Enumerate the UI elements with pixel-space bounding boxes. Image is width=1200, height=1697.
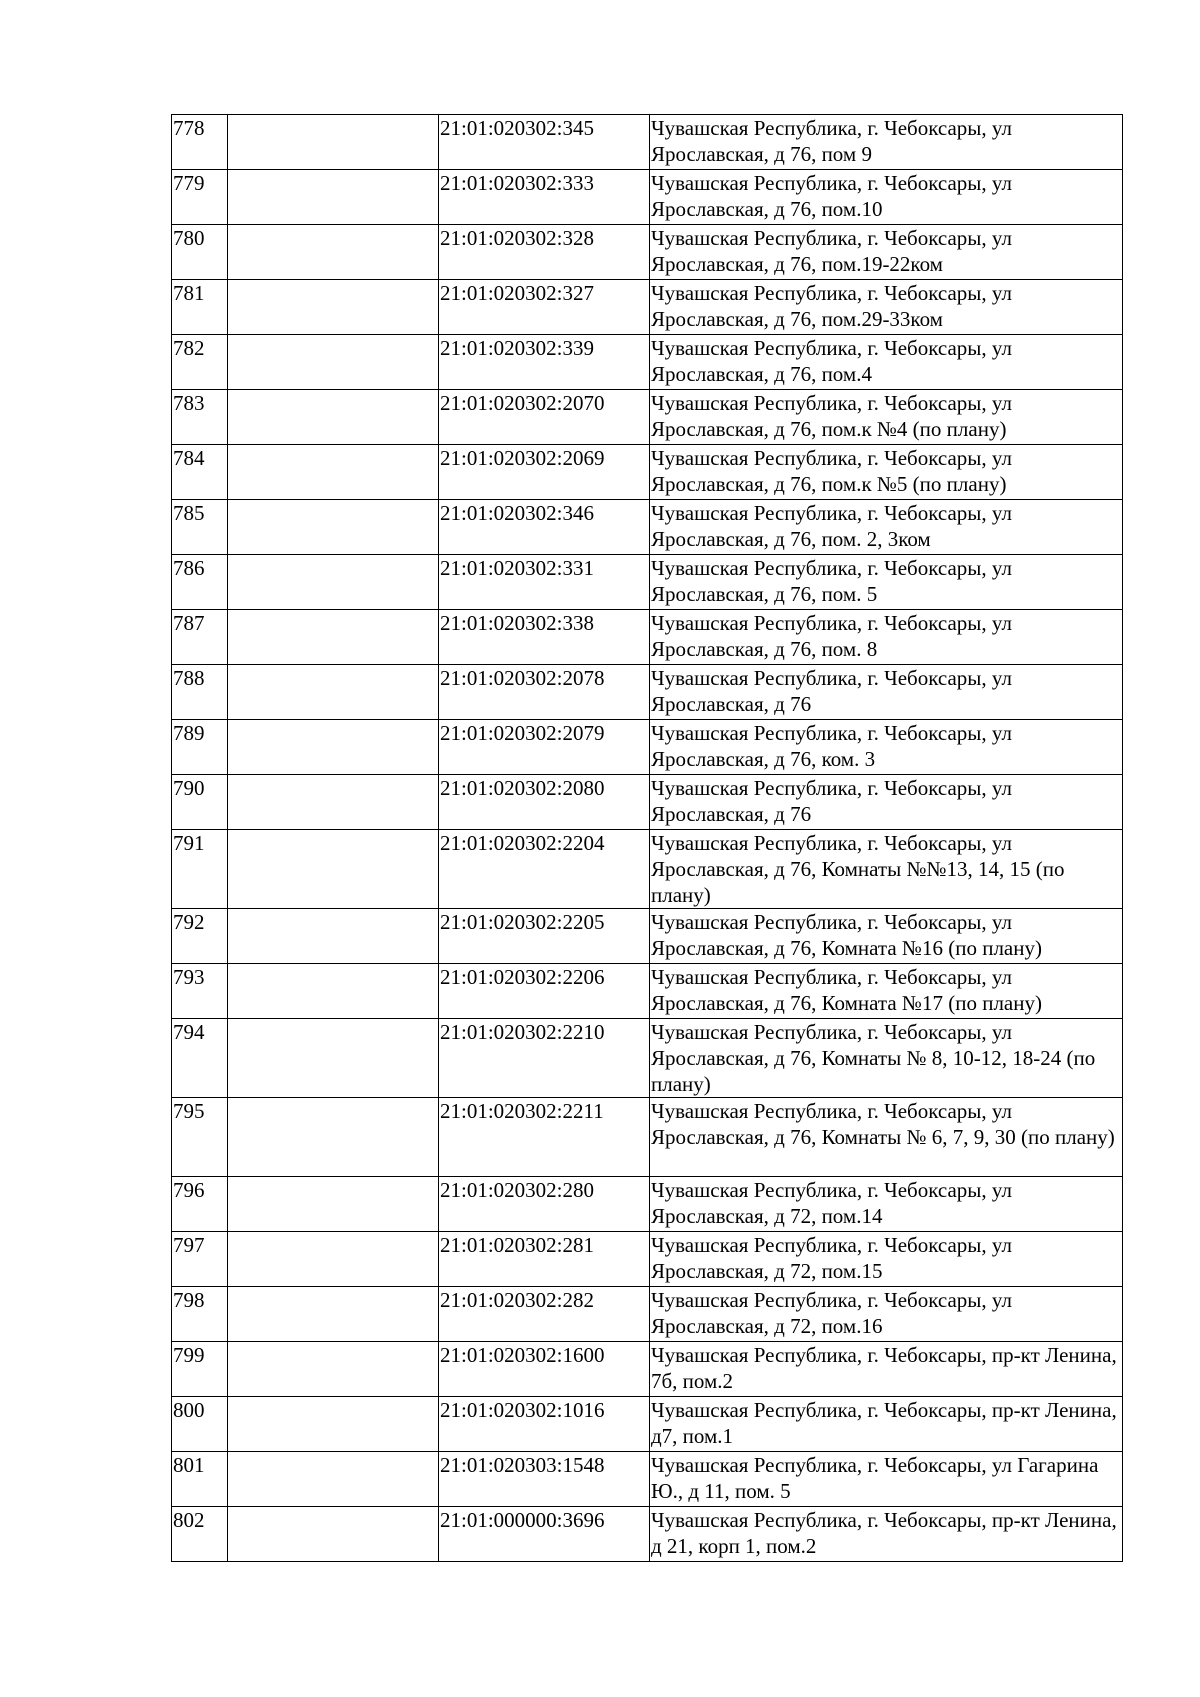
row-number-cell: 789 [172, 720, 228, 775]
address-cell: Чувашская Республика, г. Чебоксары, ул Ярославская, д 76 [650, 775, 1123, 830]
cadastral-number-cell: 21:01:020302:333 [439, 170, 650, 225]
address-cell: Чувашская Республика, г. Чебоксары, ул Ярославская, д 76 [650, 665, 1123, 720]
table-row [172, 1098, 1123, 1177]
cadastral-number-cell: 21:01:020302:2080 [439, 775, 650, 830]
row-number-cell: 782 [172, 335, 228, 390]
row-number-cell: 796 [172, 1177, 228, 1232]
address-cell: Чувашская Республика, г. Чебоксары, ул Ярославская, д 76, Комната №16 (по плану) [650, 909, 1123, 964]
owner-cell [228, 775, 439, 830]
address-cell: Чувашская Республика, г. Чебоксары, ул Ярославская, д 76, пом.29-33ком [650, 280, 1123, 335]
table-row [172, 775, 1123, 830]
cadastral-number-cell: 21:01:020302:346 [439, 500, 650, 555]
cadastral-number-cell: 21:01:020303:1548 [439, 1452, 650, 1507]
address-cell: Чувашская Республика, г. Чебоксары, ул Ярославская, д 76, пом. 8 [650, 610, 1123, 665]
row-number-cell: 794 [172, 1019, 228, 1098]
row-number-cell: 788 [172, 665, 228, 720]
table-row [172, 909, 1123, 964]
cadastral-number-cell: 21:01:020302:2211 [439, 1098, 650, 1177]
address-cell: Чувашская Республика, г. Чебоксары, ул Ярославская, д 72, пом.15 [650, 1232, 1123, 1287]
row-number-cell: 798 [172, 1287, 228, 1342]
owner-cell [228, 1098, 439, 1177]
owner-cell [228, 1232, 439, 1287]
owner-cell [228, 225, 439, 280]
address-cell: Чувашская Республика, г. Чебоксары, ул Ярославская, д 76, пом.к №5 (по плану) [650, 445, 1123, 500]
cadastral-number-cell: 21:01:020302:1600 [439, 1342, 650, 1397]
owner-cell [228, 115, 439, 170]
address-cell: Чувашская Республика, г. Чебоксары, пр-кт Ленина, д7, пом.1 [650, 1397, 1123, 1452]
address-cell: Чувашская Республика, г. Чебоксары, ул Ярославская, д 76, пом 9 [650, 115, 1123, 170]
row-number-cell: 802 [172, 1507, 228, 1562]
address-cell: Чувашская Республика, г. Чебоксары, ул Ярославская, д 76, ком. 3 [650, 720, 1123, 775]
cadastral-number-cell: 21:01:020302:2210 [439, 1019, 650, 1098]
owner-cell [228, 445, 439, 500]
table-row [172, 445, 1123, 500]
cadastral-number-cell: 21:01:020302:2204 [439, 830, 650, 909]
address-cell: Чувашская Республика, г. Чебоксары, пр-кт Ленина, 7б, пом.2 [650, 1342, 1123, 1397]
cadastral-number-cell: 21:01:020302:2206 [439, 964, 650, 1019]
cadastral-number-cell: 21:01:020302:345 [439, 115, 650, 170]
row-number-cell: 790 [172, 775, 228, 830]
cadastral-number-cell: 21:01:020302:2069 [439, 445, 650, 500]
owner-cell [228, 170, 439, 225]
owner-cell [228, 830, 439, 909]
address-cell: Чувашская Республика, г. Чебоксары, ул Ярославская, д 76, пом. 2, 3ком [650, 500, 1123, 555]
cadastral-number-cell: 21:01:020302:338 [439, 610, 650, 665]
address-cell: Чувашская Республика, г. Чебоксары, ул Ярославская, д 76, пом.19-22ком [650, 225, 1123, 280]
table-row [172, 720, 1123, 775]
owner-cell [228, 1397, 439, 1452]
table-row [172, 1232, 1123, 1287]
row-number-cell: 779 [172, 170, 228, 225]
owner-cell [228, 610, 439, 665]
table-row [172, 225, 1123, 280]
address-cell: Чувашская Республика, г. Чебоксары, ул Ярославская, д 76, пом.4 [650, 335, 1123, 390]
owner-cell [228, 1177, 439, 1232]
owner-cell [228, 500, 439, 555]
cadastral-number-cell: 21:01:020302:2079 [439, 720, 650, 775]
owner-cell [228, 909, 439, 964]
cadastral-number-cell: 21:01:000000:3696 [439, 1507, 650, 1562]
table-row [172, 115, 1123, 170]
row-number-cell: 785 [172, 500, 228, 555]
table-row [172, 1177, 1123, 1232]
row-number-cell: 801 [172, 1452, 228, 1507]
row-number-cell: 787 [172, 610, 228, 665]
owner-cell [228, 1452, 439, 1507]
owner-cell [228, 555, 439, 610]
row-number-cell: 800 [172, 1397, 228, 1452]
table-row [172, 830, 1123, 909]
address-cell: Чувашская Республика, г. Чебоксары, ул Гагарина Ю., д 11, пом. 5 [650, 1452, 1123, 1507]
address-cell: Чувашская Республика, г. Чебоксары, ул Ярославская, д 76, Комнаты № 8, 10-12, 18-24 (по плану) [650, 1019, 1123, 1098]
table-row [172, 500, 1123, 555]
table-body [172, 115, 1123, 1562]
address-cell: Чувашская Республика, г. Чебоксары, пр-кт Ленина, д 21, корп 1, пом.2 [650, 1507, 1123, 1562]
table-row [172, 964, 1123, 1019]
address-cell: Чувашская Республика, г. Чебоксары, ул Ярославская, д 76, пом.10 [650, 170, 1123, 225]
cadastral-number-cell: 21:01:020302:339 [439, 335, 650, 390]
cadastral-number-cell: 21:01:020302:2205 [439, 909, 650, 964]
owner-cell [228, 1507, 439, 1562]
cadastral-number-cell: 21:01:020302:327 [439, 280, 650, 335]
table-row [172, 1019, 1123, 1098]
address-cell: Чувашская Республика, г. Чебоксары, ул Ярославская, д 72, пом.16 [650, 1287, 1123, 1342]
table-row [172, 280, 1123, 335]
row-number-cell: 784 [172, 445, 228, 500]
table-row [172, 1452, 1123, 1507]
row-number-cell: 793 [172, 964, 228, 1019]
address-cell: Чувашская Республика, г. Чебоксары, ул Ярославская, д 76, пом. 5 [650, 555, 1123, 610]
owner-cell [228, 964, 439, 1019]
address-cell: Чувашская Республика, г. Чебоксары, ул Ярославская, д 72, пом.14 [650, 1177, 1123, 1232]
row-number-cell: 780 [172, 225, 228, 280]
cadastral-number-cell: 21:01:020302:281 [439, 1232, 650, 1287]
table-row [172, 1342, 1123, 1397]
cadastral-number-cell: 21:01:020302:331 [439, 555, 650, 610]
owner-cell [228, 390, 439, 445]
row-number-cell: 781 [172, 280, 228, 335]
row-number-cell: 778 [172, 115, 228, 170]
owner-cell [228, 720, 439, 775]
table-row [172, 555, 1123, 610]
table-row [172, 1507, 1123, 1562]
row-number-cell: 795 [172, 1098, 228, 1177]
cadastral-number-cell: 21:01:020302:280 [439, 1177, 650, 1232]
table-row [172, 610, 1123, 665]
cadastral-number-cell: 21:01:020302:328 [439, 225, 650, 280]
table-row [172, 170, 1123, 225]
cadastral-number-cell: 21:01:020302:282 [439, 1287, 650, 1342]
address-cell: Чувашская Республика, г. Чебоксары, ул Ярославская, д 76, Комнаты № 6, 7, 9, 30 (по плану) [650, 1098, 1123, 1177]
table-row [172, 335, 1123, 390]
table-row [172, 665, 1123, 720]
owner-cell [228, 1019, 439, 1098]
owner-cell [228, 1342, 439, 1397]
row-number-cell: 791 [172, 830, 228, 909]
row-number-cell: 783 [172, 390, 228, 445]
address-cell: Чувашская Республика, г. Чебоксары, ул Ярославская, д 76, пом.к №4 (по плану) [650, 390, 1123, 445]
table-row [172, 1287, 1123, 1342]
owner-cell [228, 335, 439, 390]
row-number-cell: 799 [172, 1342, 228, 1397]
cadastral-number-cell: 21:01:020302:2078 [439, 665, 650, 720]
owner-cell [228, 1287, 439, 1342]
row-number-cell: 797 [172, 1232, 228, 1287]
cadastral-number-cell: 21:01:020302:2070 [439, 390, 650, 445]
cadastral-number-cell: 21:01:020302:1016 [439, 1397, 650, 1452]
table-row [172, 390, 1123, 445]
row-number-cell: 792 [172, 909, 228, 964]
owner-cell [228, 665, 439, 720]
table-row [172, 1397, 1123, 1452]
owner-cell [228, 280, 439, 335]
address-cell: Чувашская Республика, г. Чебоксары, ул Ярославская, д 76, Комнаты №№13, 14, 15 (по плану) [650, 830, 1123, 909]
address-cell: Чувашская Республика, г. Чебоксары, ул Ярославская, д 76, Комната №17 (по плану) [650, 964, 1123, 1019]
row-number-cell: 786 [172, 555, 228, 610]
property-table [171, 114, 1123, 1562]
